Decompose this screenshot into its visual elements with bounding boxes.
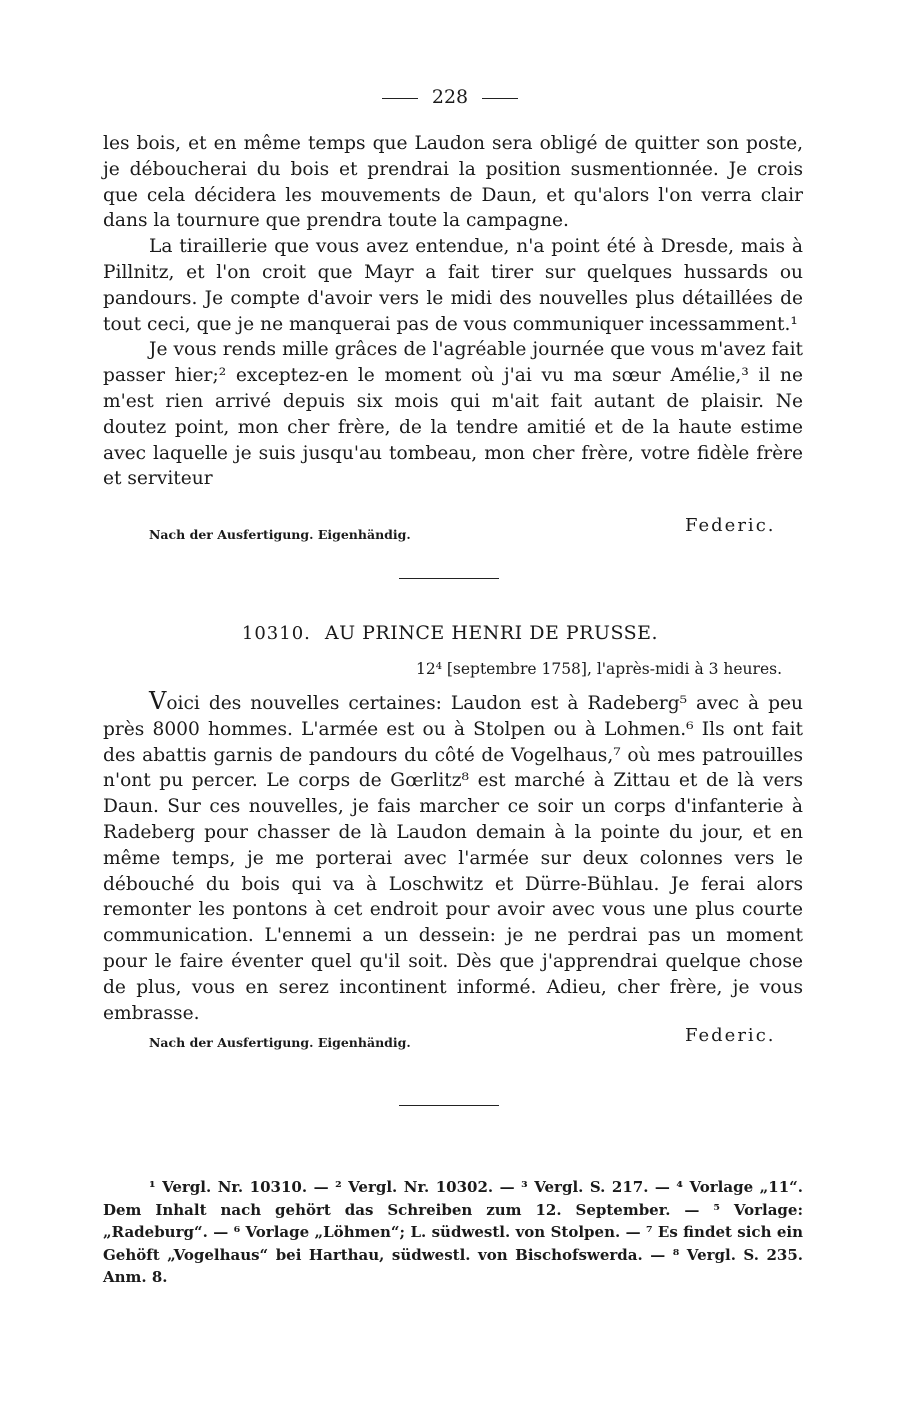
letter1-body (103, 131, 803, 492)
letter2-body (103, 689, 803, 1026)
section-divider (399, 578, 499, 579)
footnotes-text: ¹ Vergl. Nr. 10310. — ² Vergl. Nr. 10302. — ³ Vergl. S. 217. — ⁴ Vorlage „11“. Dem Inhalt nach gehört das Schreiben zum 12. September. — ⁵ Vorlage: „Radeburg“. — ⁶ Vorlage „Löhmen“; L. südwestl. von Stolpen. — ⁷ Es findet sich ein Gehöft „Vogelhaus“ bei Harthau, südwestl. von Bischofswerda. — ⁸ Vergl. S. 235. Anm. 8. (103, 1178, 803, 1286)
footnotes (103, 1176, 803, 1289)
page-header (0, 86, 900, 108)
letter1-paragraph: les bois, et en même temps que Laudon sera obligé de quitter son poste, je déboucherai du bois et prendrai la position susmentionnée. Je crois que cela décidera les mouvements de Daun, et qu'alors l'on verra clair dans la tournure que prendra toute la campagne. (103, 133, 803, 232)
letter1-source-note: Nach der Ausfertigung. Eigenhändig. (149, 527, 411, 542)
letter2-signature: Federic. (685, 1025, 776, 1046)
letter2-initial: V (149, 687, 167, 715)
letter2-source-note: Nach der Ausfertigung. Eigenhändig. (149, 1035, 411, 1050)
letter1-signature: Federic. (685, 515, 776, 536)
footnote-divider (399, 1105, 499, 1106)
letter2-dateline: 12⁴ [septembre 1758], l'après-midi à 3 heures. (415, 660, 782, 678)
header-dash-left (382, 98, 418, 99)
page-number: 228 (431, 86, 469, 108)
letter-number: 10310. (241, 623, 311, 644)
letter1-paragraph: Je vous rends mille grâces de l'agréable journée que vous m'avez fait passer hier;² exceptez-en le moment où j'ai vu ma sœur Amélie,³ il ne m'est rien arrivé depuis six mois qui m'ait fait autant de plaisir. Ne doutez point, mon cher frère, de la tendre amitié et de la haute estime avec laquelle je suis jusqu'au tombeau, mon cher frère, votre fidèle frère et serviteur (103, 339, 803, 490)
letter-addressee: AU PRINCE HENRI DE PRUSSE. (324, 622, 659, 644)
header-dash-right (482, 98, 518, 99)
letter2-paragraph: oici des nouvelles certaines: Laudon est à Radeberg⁵ avec à peu près 8000 hommes. L'armée est ou à Stolpen ou à Lohmen.⁶ Ils ont fait des abattis garnis de pandours du côté de Vogelhaus,⁷ où mes patrouilles n'ont pu percer. Le corps de Gœrlitz⁸ est marché à Zittau et de là vers Daun. Sur ces nouvelles, je fais marcher ce soir un corps d'infanterie à Radeberg pour chasser de là Laudon demain à la pointe du jour, et en même temps, je me porterai avec l'armée sur deux colonnes vers le débouché du bois qui va à Loschwitz et Dürre-Bühlau. Je ferai alors remonter les pontons à cet endroit pour avoir avec vous une plus courte communication. L'ennemi a un dessein: je ne perdrai pas un moment pour le faire éventer quel qu'il soit. Dès que j'apprendrai quelque chose de plus, vous en serez incontinent informé. Adieu, cher frère, je vous embrasse. (103, 693, 803, 1024)
letter2-title (0, 622, 900, 644)
letter1-paragraph: La tiraillerie que vous avez entendue, n'a point été à Dresde, mais à Pillnitz, et l'on croit que Mayr a fait tirer sur quelques hussards ou pandours. Je compte d'avoir vers le midi des nouvelles plus détaillées de tout ceci, que je ne manquerai pas de vous communiquer incessamment.¹ (103, 236, 803, 335)
